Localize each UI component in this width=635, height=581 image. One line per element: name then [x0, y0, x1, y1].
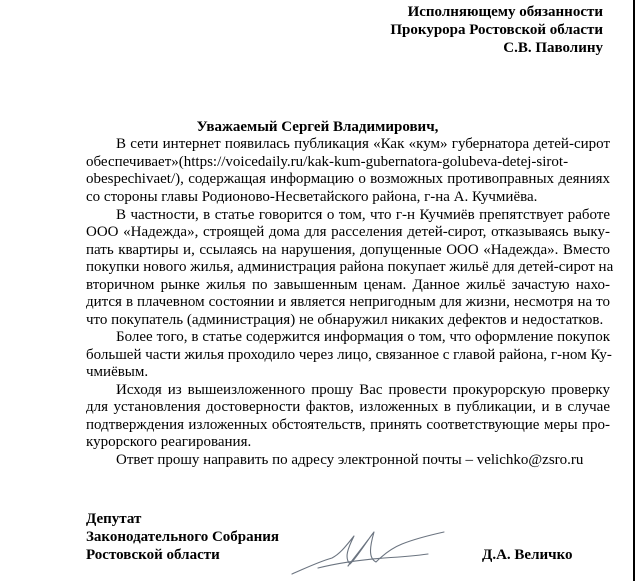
- addressee-line-position: Исполняющему обязанности: [407, 4, 603, 20]
- paragraph-line: что покупатель (администрация) не обнаружил никаких дефектов и недостатков.: [86, 311, 604, 328]
- paragraph-line: В сети интернет появилась публикация «Как «кум» губернатора детей-сирот: [116, 136, 610, 152]
- addressee-line-name: С.В. Паволину: [503, 40, 603, 56]
- paragraph-line: вторичном рынке жилья по завышенным ценам. Данное жильё зачастую нахо-: [86, 276, 610, 293]
- paragraph-line: обеспечивает»(https://voicedaily.ru/kak-kum-gubernatora-golubeva-detej-sirot-: [86, 153, 569, 170]
- paragraph-2: [86, 206, 614, 330]
- paragraph-5: [86, 452, 610, 470]
- handwritten-signature: [288, 518, 448, 578]
- paragraph-line: подтверждения изложенных обстоятельств, принять соответствующие меры про-: [86, 416, 610, 433]
- paragraph-3: [86, 329, 610, 382]
- paragraph-1: [86, 136, 610, 206]
- addressee-line-office: Прокурора Ростовской области: [390, 22, 603, 38]
- signer-title-line: Депутат: [86, 511, 142, 527]
- paragraph-line: чмиёвым.: [86, 364, 149, 380]
- paragraph-line: В частности, в статье говорится о том, что г-н Кучмиёв препятствует работе: [116, 206, 610, 223]
- paragraph-line: большей части жилья проходило через лицо, связанное с главой района, г-ном Ку-: [86, 346, 612, 363]
- paragraph-line: дится в плачевном состоянии и является непригодным для жизни, несмотря на то: [86, 294, 610, 310]
- paragraph-line: Ответ прошу направить по адресу электронной почты – velichko@zsro.ru: [116, 451, 584, 468]
- paragraph-4: [86, 382, 610, 452]
- signer-name: Д.А. Величко: [482, 547, 573, 563]
- letter-body: [86, 136, 614, 469]
- addressee-block: [390, 3, 603, 57]
- paragraph-line: пать квартиры и, ссылаясь на нарушения, допущенные ООО «Надежда». Вместо: [86, 241, 610, 258]
- signer-title-line: Законодательного Собрания: [86, 529, 280, 545]
- paragraph-line: Более того, в статье содержится информация о том, что оформление покупок: [116, 329, 610, 345]
- signature-title-block: [86, 510, 279, 564]
- paragraph-line: obespechivaet/), содержащая информацию о возможных противоправных деяниях: [86, 171, 610, 187]
- paragraph-line: Исходя из вышеизложенного прошу Вас провести прокурорскую проверку: [116, 381, 610, 398]
- paragraph-line: со стороны главы Родионово-Несветайского района, г-на А. Кучмиёва.: [86, 188, 538, 205]
- paragraph-line: курорского реагирования.: [86, 434, 252, 450]
- paragraph-line: покупки нового жилья, администрация района покупает жильё для детей-сирот на: [86, 259, 614, 275]
- signer-title-line: Ростовской области: [86, 547, 220, 563]
- paragraph-line: для установления достоверности фактов, изложенных в публикации, и в случае: [86, 399, 610, 415]
- greeting: Уважаемый Сергей Владимирович,: [196, 119, 439, 135]
- paragraph-line: ООО «Надежда», строящей дома для расселения детей-сирот, отказываясь выку-: [86, 224, 610, 240]
